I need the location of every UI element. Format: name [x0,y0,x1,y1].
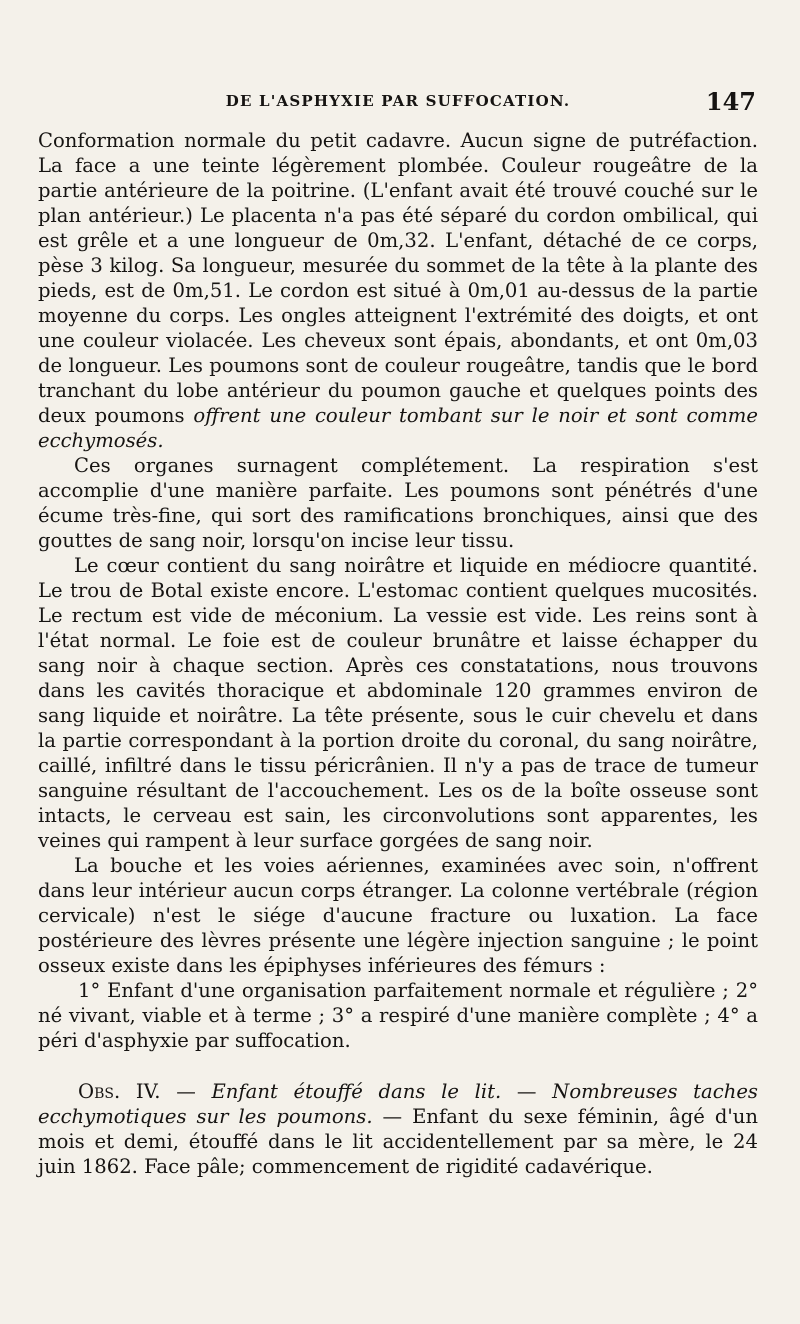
running-title: DE L'ASPHYXIE PAR SUFFOCATION. [225,92,571,110]
paragraph-autopsy-findings [38,128,758,453]
observation-paragraph [38,1079,758,1179]
paragraph-organs: Le cœur contient du sang noirâtre et liquide en médiocre quantité. Le trou de Botal existe encore. L'estomac contient quelques mucosités. Le rectum est vide de méconium. La vessie est vide. Les reins sont à l'état normal. Le foie est de couleur brunâtre et laisse échapper du sang noir à chaque section. Après ces constatations, nous trouvons dans les cavités thoracique et abdominale 120 grammes environ de sang liquide et noirâtre. La tête présente, sous le cuir chevelu et dans la partie correspondant à la portion droite du coronal, du sang noirâtre, caillé, infiltré dans le tissu péricrânien. Il n'y a pas de trace de tumeur sanguine résultant de l'accouchement. Les os de la boîte osseuse sont intacts, le cerveau est sain, les circonvolutions sont apparentes, les veines qui rampent à leur surface gorgées de sang noir. [38,554,758,852]
body-text [38,128,758,1179]
observation-subtitle: Nombreuses taches ecchymotiques sur les poumons. [38,1080,758,1128]
paragraph-text: Conformation normale du petit cadavre. Aucun signe de putréfaction. La face a une teinte légèrement plombée. Couleur rougeâtre de la partie antérieure de la poitrine. (L'enfant avait été trouvé couché sur le plan antérieur.) Le placenta n'a pas été séparé du cordon ombilical, qui est grêle et a une longueur de 0m,32. L'enfant, détaché de ce corps, pèse 3 kilog. Sa longueur, mesurée du sommet de la tête à la plante des pieds, est de 0m,51. Le cordon est situé à 0m,01 au-dessus de la partie moyenne du corps. Les ongles atteignent l'extrémité des doigts, et ont une couleur violacée. Les cheveux sont épais, abondants, et ont 0m,03 de longueur. Les poumons sont de couleur rougeâtre, tandis que le bord tranchant du lobe antérieur du poumon gauche et quelques points des deux poumons [38,129,758,427]
observation-title: Enfant étouffé dans le lit. [211,1080,502,1103]
observation-dash: — [372,1105,413,1128]
observation-dash: — [501,1080,553,1103]
observation-dash: — [160,1080,212,1103]
paragraph-conclusions: 1° Enfant d'une organisation parfaitement normale et régulière ; 2° né vivant, viable et à terme ; 3° a respiré d'une manière complète ; 4° a péri d'asphyxie par suffocation. [38,979,758,1052]
page-number: 147 [705,87,756,116]
observation-text: Enfant du sexe féminin, âgé d'un mois et demi, étouffé dans le lit accidentellement par sa mère, le 24 juin 1862. Face pâle; commencement de rigidité cadavérique. [38,1105,758,1178]
observation-label: Obs. IV. [78,1080,161,1103]
paragraph-airways: La bouche et les voies aériennes, examinées avec soin, n'offrent dans leur intérieur aucun corps étranger. La colonne vertébrale (région cervicale) n'est le siége d'aucune fracture ou luxation. La face postérieure des lèvres présente une légère injection sanguine ; le point osseux existe dans les épiphyses inférieures des fémurs : [38,854,758,977]
paragraph-italic-text: offrent une couleur tombant sur le noir et sont comme ecchymosés. [38,404,758,452]
running-head [38,88,758,118]
paragraph-lungs: Ces organes surnagent complétement. La respiration s'est accomplie d'une manière parfaite. Les poumons sont pénétrés d'une écume très-fine, qui sort des ramifications bronchiques, ainsi que des gouttes de sang noir, lorsqu'on incise leur tissu. [38,454,758,552]
